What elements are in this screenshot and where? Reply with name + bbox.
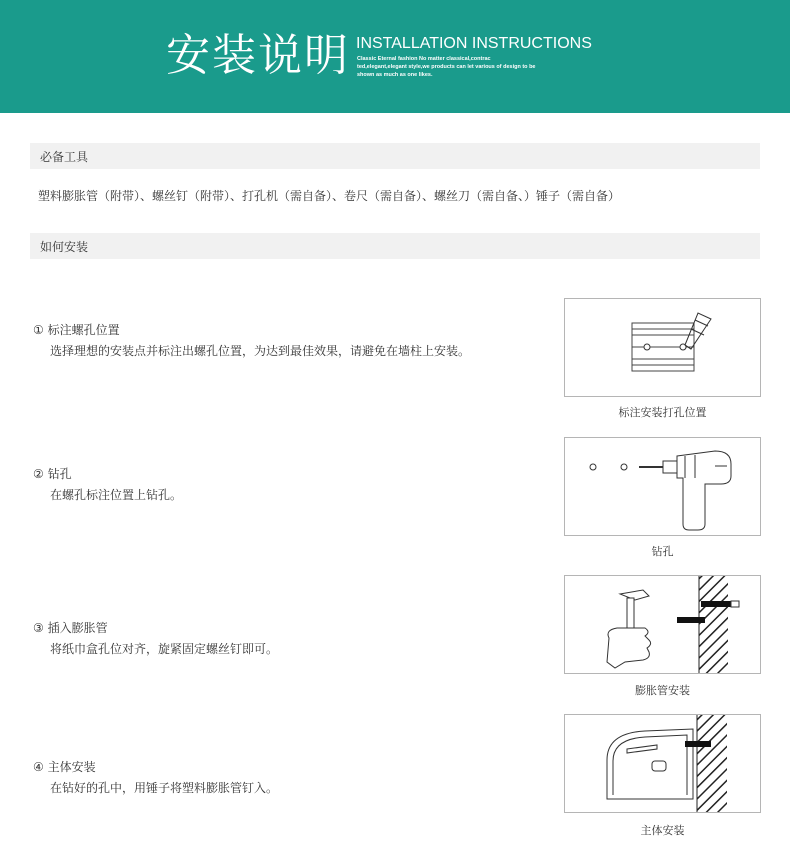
step-description: 将纸巾盒孔位对齐，旋紧固定螺丝钉即可。: [50, 642, 279, 656]
subtitle-line: ted,elegant,elegant style,we products can let various of design to be: [357, 64, 536, 70]
section-heading: 必备工具: [40, 150, 89, 164]
step-title: ③ 插入膨胀管: [33, 621, 108, 635]
drill-icon: [565, 438, 760, 535]
step-figure: [564, 437, 761, 536]
page-title: 安装说明: [166, 30, 350, 81]
header-banner: [0, 0, 790, 113]
step-figure: [564, 714, 761, 813]
subtitle-line: shown as much as one likes.: [357, 72, 433, 78]
figure-caption: 钻孔: [651, 545, 674, 558]
section-heading: 如何安装: [40, 240, 89, 254]
tools-list: 塑料膨胀管（附带）、螺丝钉（附带）、打孔机（需自备）、卷尺（需自备）、螺丝刀（需自备、）锤子（需自备）: [38, 189, 621, 203]
box-mount-icon: [565, 715, 760, 812]
figure-caption: 标注安装打孔位置: [618, 406, 707, 419]
header-subtitle: [357, 55, 557, 79]
step-title: ④ 主体安装: [33, 760, 96, 774]
step-description: 在钻好的孔中，用锤子将塑料膨胀管钉入。: [50, 781, 279, 795]
page-title-en: INSTALLATION INSTRUCTIONS: [356, 35, 592, 52]
subtitle-line: Classic Eternal fashion No matter classical,contrac: [357, 56, 491, 62]
step-title: ② 钻孔: [33, 467, 72, 481]
section-header-tools: [30, 143, 760, 169]
step-figure: [564, 575, 761, 674]
hammer-icon: [565, 576, 760, 673]
step-description: 在螺孔标注位置上钻孔。: [50, 488, 183, 502]
step-description: 选择理想的安装点并标注出螺孔位置，为达到最佳效果，请避免在墙柱上安装。: [50, 344, 471, 358]
figure-caption: 主体安装: [640, 824, 685, 837]
bracket-pencil-icon: [565, 299, 760, 396]
figure-caption: 膨胀管安装: [635, 684, 690, 697]
step-figure: [564, 298, 761, 397]
step-title: ① 标注螺孔位置: [33, 323, 120, 337]
section-header-install: [30, 233, 760, 259]
